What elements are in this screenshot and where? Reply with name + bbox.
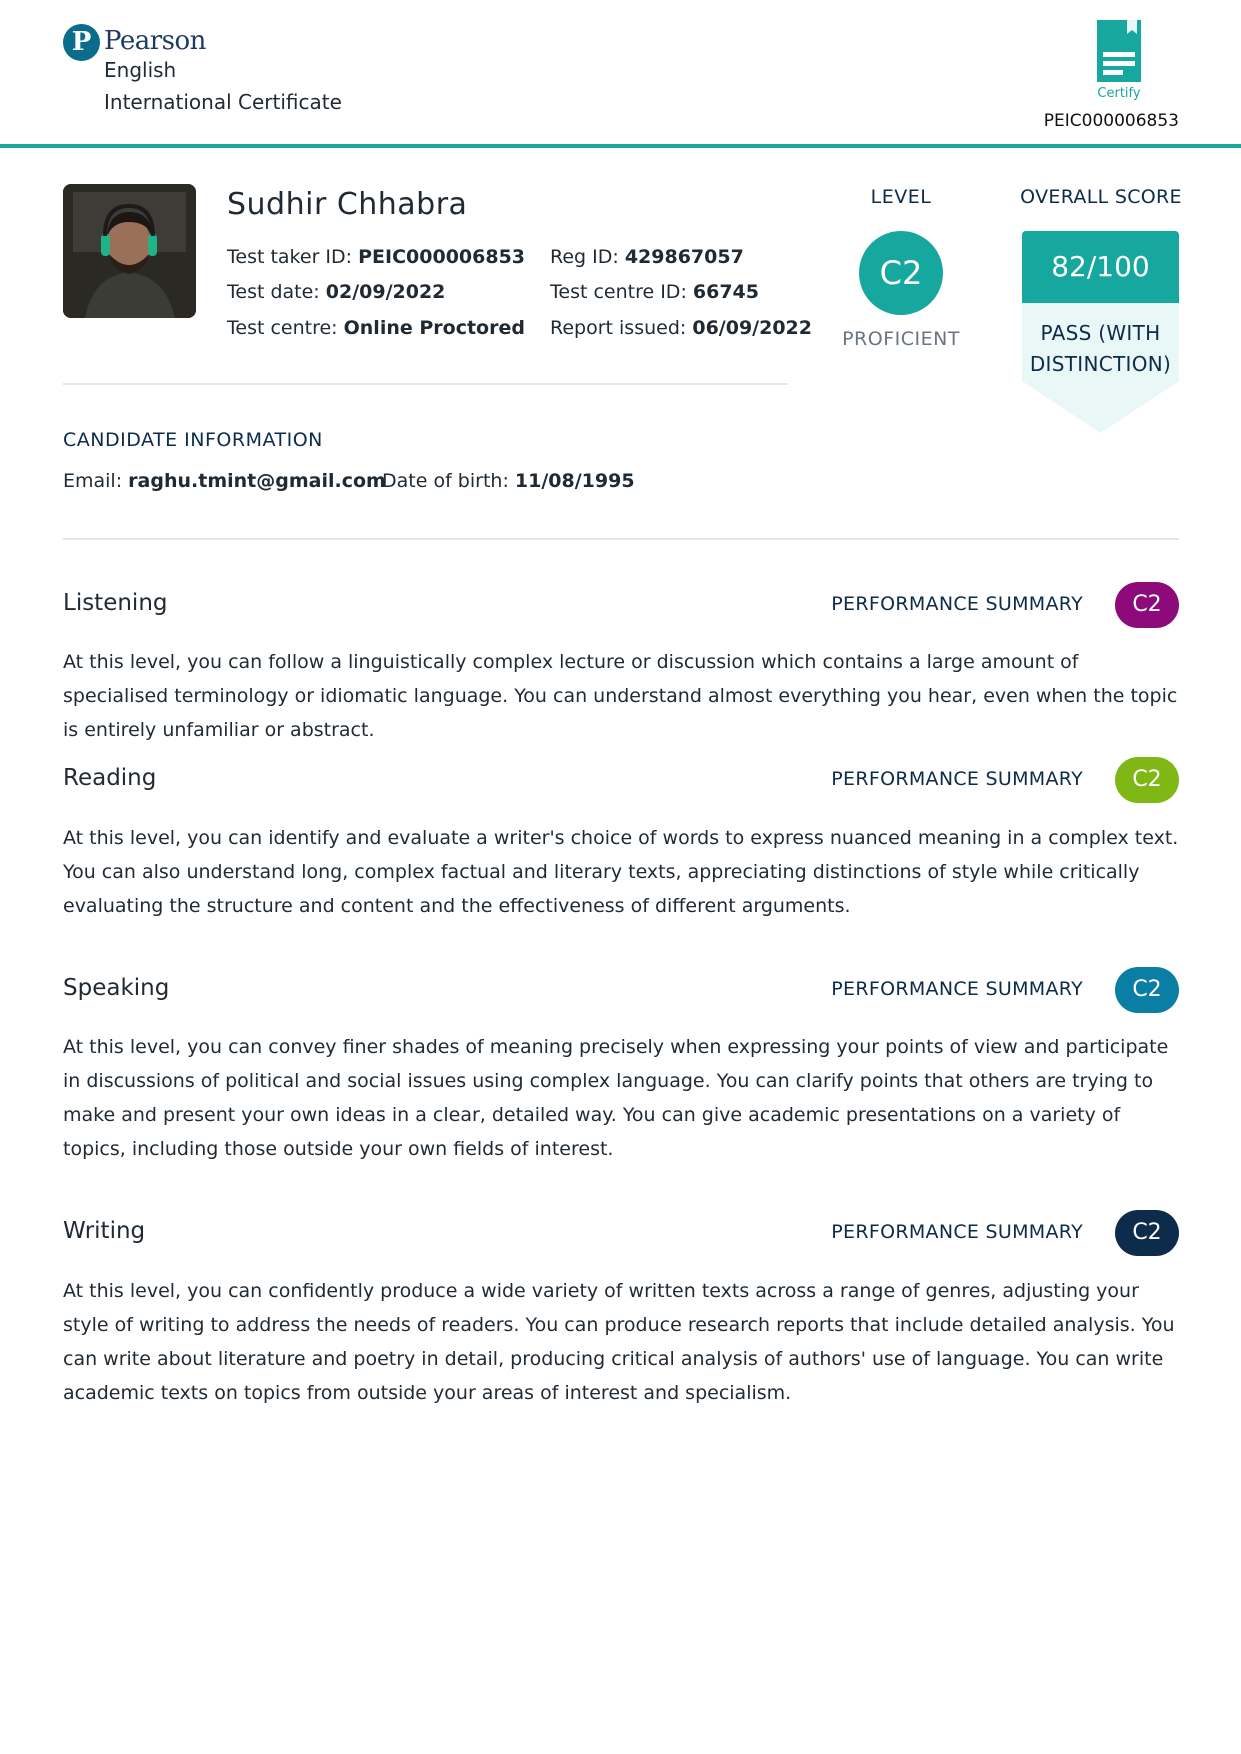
test-centre-id-row (550, 281, 759, 303)
overall-result-line1: PASS (WITH (1040, 321, 1161, 345)
dob-label: Date of birth: (382, 470, 509, 492)
candidate-photo-image (63, 184, 196, 318)
speaking-performance-summary: PERFORMANCE SUMMARY (831, 978, 1083, 1000)
test-date-label: Test date: (227, 281, 320, 303)
reg-id-label: Reg ID: (550, 246, 619, 268)
speaking-title: Speaking (63, 975, 170, 1001)
speaking-description: At this level, you can convey finer shades of meaning precisely when expressing your points of view and participate in discussions of political and social issues using complex language. You can clarify points that others are trying to make and present your own ideas in a clear, detailed way. You can give academic presentations on a variety of topics, including those outside your own fields of interest. (63, 1036, 1169, 1160)
test-taker-id-row (227, 246, 525, 268)
test-taker-id-label: Test taker ID: (227, 246, 353, 268)
writing-performance-summary: PERFORMANCE SUMMARY (831, 1221, 1083, 1243)
test-centre-row (227, 317, 525, 339)
report-issued-label: Report issued: (550, 317, 687, 339)
reading-description: At this level, you can identify and evaluate a writer's choice of words to express nuanced meaning in a complex text. You can also understand long, complex factual and literary texts, appreciating distinctions of style while critically evaluating the structure and content and the effectiveness of different arguments. (63, 827, 1179, 917)
level-badge (859, 231, 943, 315)
dob-value: 11/08/1995 (514, 470, 635, 492)
candidate-name: Sudhir Chhabra (227, 187, 468, 222)
pearson-logo-icon (63, 24, 100, 61)
writing-level-badge: C2 (1115, 1210, 1179, 1256)
certify-label: Certify (1097, 86, 1141, 101)
reading-title: Reading (63, 765, 157, 791)
overall-result-line2: DISTINCTION) (1029, 352, 1172, 376)
reg-id-value: 429867057 (624, 246, 744, 268)
candidate-divider (63, 383, 788, 385)
test-centre-value: Online Proctored (343, 317, 525, 339)
dob-row (382, 470, 635, 492)
listening-level-badge: C2 (1115, 582, 1179, 628)
email-value: raghu.tmint@gmail.com (128, 470, 386, 492)
overall-result (1022, 318, 1179, 380)
email-row (63, 470, 386, 492)
test-date-row (227, 281, 445, 303)
listening-description: At this level, you can follow a linguistically complex lecture or discussion which contains a large amount of specialised terminology or idiomatic language. You can understand almost everything you hear, even when the topic is entirely unfamiliar or abstract. (63, 651, 1178, 741)
test-taker-id-value: PEIC000006853 (358, 246, 526, 268)
brand-line-certificate: International Certificate (104, 90, 342, 114)
speaking-level-badge: C2 (1115, 967, 1179, 1013)
test-date-value: 02/09/2022 (325, 281, 446, 303)
writing-description: At this level, you can confidently produce a wide variety of written texts across a range of genres, adjusting your style of writing to address the needs of readers. You can produce research reports that include detailed analysis. You can write about literature and poetry in detail, producing critical analysis of authors' use of language. You can write academic texts on topics from outside your areas of interest and specialism. (63, 1280, 1175, 1404)
header-divider (0, 144, 1241, 148)
certificate-id: PEIC000006853 (1043, 111, 1179, 131)
listening-title: Listening (63, 590, 168, 616)
test-centre-label: Test centre: (227, 317, 338, 339)
candidate-photo (63, 184, 196, 318)
overall-score-value: 82/100 (1022, 231, 1179, 303)
reading-level-badge: C2 (1115, 757, 1179, 803)
listening-performance-summary: PERFORMANCE SUMMARY (831, 593, 1083, 615)
level-value: C2 (879, 254, 923, 292)
email-label: Email: (63, 470, 123, 492)
candidate-information-title: CANDIDATE INFORMATION (63, 429, 323, 451)
reading-performance-summary: PERFORMANCE SUMMARY (831, 768, 1083, 790)
section-divider (63, 538, 1179, 540)
logo-letter: P (71, 27, 92, 57)
overall-score-title: OVERALL SCORE (1020, 186, 1182, 208)
level-description: PROFICIENT (842, 328, 960, 350)
brand-line-english: English (104, 58, 177, 82)
writing-title: Writing (63, 1218, 146, 1244)
level-title: LEVEL (870, 186, 932, 208)
report-issued-value: 06/09/2022 (692, 317, 812, 339)
report-issued-row (550, 317, 812, 339)
reg-id-row (550, 246, 744, 268)
certify-document-icon (1097, 20, 1141, 82)
test-centre-id-label: Test centre ID: (550, 281, 687, 303)
brand-name: Pearson (104, 26, 206, 56)
test-centre-id-value: 66745 (692, 281, 759, 303)
